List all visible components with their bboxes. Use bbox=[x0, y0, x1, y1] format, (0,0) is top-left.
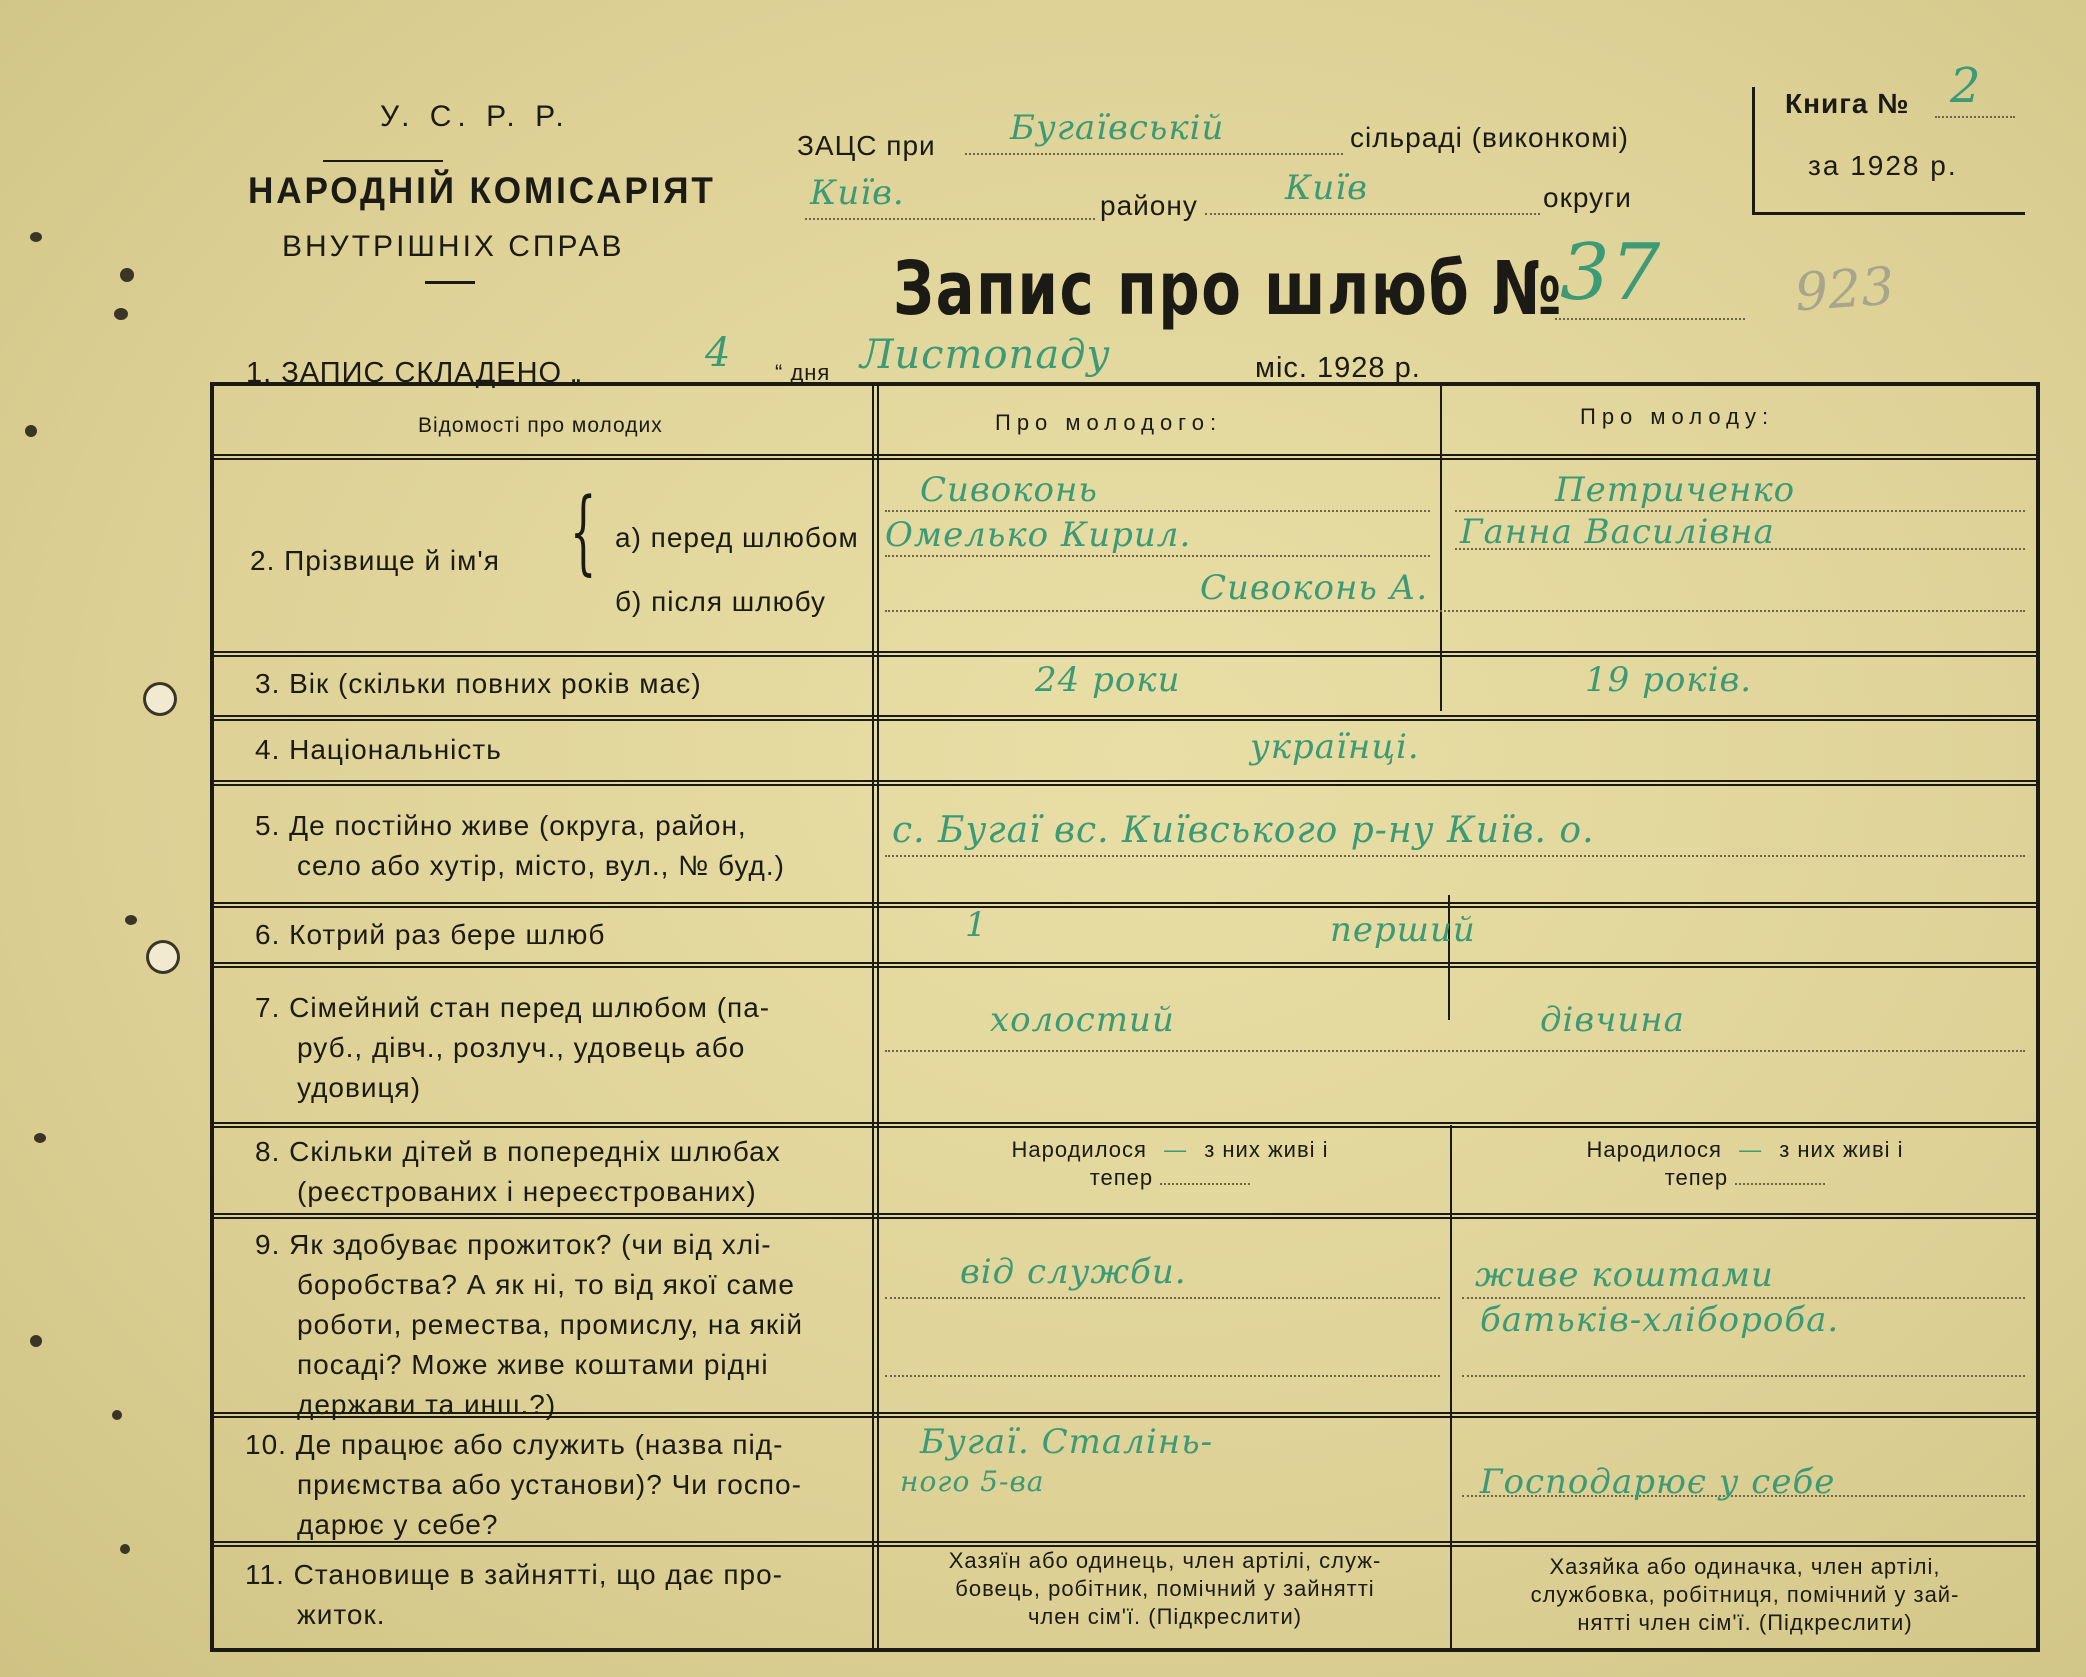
column-header-info: Відомості про молодих bbox=[418, 414, 663, 437]
row-label-livelihood-line: 9. Як здобуває прожиток? (чи від хлі- bbox=[255, 1229, 772, 1260]
row-label-livelihood-line: роботи, ремества, промислу, на якій bbox=[297, 1309, 804, 1340]
groom-occupation-line: Хазяїн або одинець, член артілі, служ- bbox=[948, 1548, 1382, 1573]
dotted-line bbox=[885, 855, 2025, 857]
archive-number-stamp: 923 bbox=[1793, 256, 1897, 324]
record-day-suffix: “ дня bbox=[775, 360, 831, 385]
nationality-handwriting: українці. bbox=[1250, 727, 1420, 767]
paper-hole bbox=[114, 308, 128, 320]
row-label-before-marriage: а) перед шлюбом bbox=[615, 522, 859, 553]
book-label: Книга № bbox=[1785, 88, 1910, 119]
bride-age-handwriting: 19 років. bbox=[1585, 660, 1753, 700]
dotted-line bbox=[885, 1050, 2025, 1052]
dotted-line bbox=[805, 218, 1095, 220]
groom-age-handwriting: 24 роки bbox=[1035, 660, 1181, 700]
row-label-marital-line: руб., дівч., розлуч., удовець або bbox=[297, 1032, 746, 1063]
village-council-handwriting: Бугаївській bbox=[1010, 108, 1225, 148]
dotted-line bbox=[885, 1297, 1440, 1299]
bride-name-handwriting: Ганна Василівна bbox=[1460, 512, 1775, 552]
now-label: тепер bbox=[1089, 1165, 1154, 1190]
groom-occupation-line: член сім'ї. (Підкреслити) bbox=[1027, 1604, 1303, 1629]
paper-hole bbox=[143, 682, 177, 716]
groom-born-handwriting: — bbox=[1164, 1137, 1188, 1162]
bride-children-cell bbox=[1460, 1136, 2030, 1192]
bride-occupation-line: Хазяйка або одиначка, член артілі, bbox=[1549, 1554, 1941, 1579]
bride-occupation-line: службовка, робітниця, помічний у зай- bbox=[1530, 1582, 1960, 1607]
bride-workplace-handwriting: Господарює у себе bbox=[1480, 1462, 1836, 1502]
district-label: району bbox=[1100, 190, 1198, 221]
groom-surname-handwriting: Сивоконь bbox=[920, 470, 1098, 510]
row-divider bbox=[210, 962, 2040, 968]
column-divider bbox=[1450, 1125, 1452, 1648]
column-header-groom: Про молодого: bbox=[995, 410, 1223, 435]
row-label-marital-line: 7. Сімейний стан перед шлюбом (па- bbox=[255, 992, 771, 1023]
okrug-label: округи bbox=[1543, 182, 1632, 213]
book-number-handwriting: 2 bbox=[1950, 58, 1982, 114]
dotted-line bbox=[885, 610, 2025, 612]
brace: { bbox=[570, 478, 597, 585]
surname-after-handwriting: Сивоконь А. bbox=[1200, 568, 1429, 608]
row-label-livelihood bbox=[255, 1225, 865, 1425]
groom-occupation-options bbox=[885, 1547, 1445, 1631]
zags-prefix: ЗАЦС при bbox=[797, 130, 936, 161]
bride-livelihood-handwriting: живе коштами bbox=[1475, 1255, 1774, 1295]
row-label-workplace-line: 10. Де працює або служить (назва під- bbox=[245, 1429, 784, 1460]
bride-occupation-line: нятті член сім'ї. (Підкреслити) bbox=[1577, 1610, 1913, 1635]
bride-occupation-options bbox=[1460, 1553, 2030, 1637]
village-council-label: сільраді (виконкомі) bbox=[1350, 122, 1629, 153]
ussr-label: У. С. Р. Р. bbox=[380, 100, 570, 133]
paper-hole bbox=[34, 1133, 46, 1143]
groom-livelihood-handwriting: від служби. bbox=[960, 1252, 1187, 1292]
record-day-handwriting: 4 bbox=[705, 330, 732, 376]
paper-hole bbox=[30, 1335, 42, 1347]
paper-hole bbox=[120, 268, 134, 282]
bride-born-handwriting: — bbox=[1739, 1137, 1763, 1162]
groom-name-handwriting: Омелько Кирил. bbox=[885, 515, 1192, 555]
document-title: Запис про шлюб № bbox=[893, 246, 1564, 332]
groom-workplace-handwriting: Бугаї. Сталінь- bbox=[920, 1422, 1214, 1462]
paper-hole bbox=[25, 425, 37, 437]
row-divider bbox=[210, 651, 2040, 657]
okrug-handwriting: Київ bbox=[1285, 168, 1368, 208]
row-label-occupation-line: житок. bbox=[297, 1599, 386, 1630]
book-year: за 1928 р. bbox=[1808, 150, 1958, 181]
row-label-livelihood-line: боробства? А як ні, то від якої саме bbox=[297, 1269, 795, 1300]
row-label-workplace-line: приємства або установи)? Чи госпо- bbox=[297, 1469, 802, 1500]
dotted-line bbox=[1935, 116, 2015, 118]
row-divider bbox=[210, 454, 2040, 460]
row-label-children-line: 8. Скільки дітей в попередніх шлюбах bbox=[255, 1136, 781, 1167]
groom-occupation-line: бовець, робітник, помічний у зайнятті bbox=[955, 1576, 1375, 1601]
row-label-nationality: 4. Національність bbox=[255, 734, 502, 765]
divider bbox=[425, 281, 475, 284]
dotted-line bbox=[885, 1375, 1440, 1377]
paper-hole bbox=[120, 1544, 130, 1554]
internal-affairs-label: ВНУТРІШНІХ СПРАВ bbox=[282, 230, 625, 263]
alive-label: з них живі і bbox=[1204, 1137, 1329, 1162]
bride-surname-handwriting: Петриченко bbox=[1555, 470, 1796, 510]
row-label-livelihood-line: держави та инш.?) bbox=[297, 1389, 557, 1420]
row-label-marital-status bbox=[255, 988, 865, 1108]
paper-hole bbox=[125, 915, 137, 925]
bride-livelihood-handwriting: батьків-хлібороба. bbox=[1480, 1300, 1840, 1340]
alive-label: з них живі і bbox=[1779, 1137, 1904, 1162]
born-label: Народилося bbox=[1011, 1137, 1147, 1162]
row-label-after-marriage: б) після шлюбу bbox=[615, 586, 827, 617]
dotted-line bbox=[1555, 318, 1745, 320]
row-label-name: 2. Прізвище й ім'я bbox=[250, 545, 500, 576]
row-label-age: 3. Вік (скільки повних років має) bbox=[255, 668, 702, 699]
row-label-residence-line: село або хутір, місто, вул., № буд.) bbox=[297, 850, 785, 881]
record-number-handwriting: 37 bbox=[1560, 228, 1662, 318]
dotted-line bbox=[885, 510, 1430, 512]
paper-hole bbox=[30, 232, 42, 242]
row-divider bbox=[210, 1122, 2040, 1128]
row-label-residence bbox=[255, 806, 785, 886]
row-label-occupation-status bbox=[245, 1555, 783, 1635]
column-header-bride: Про молоду: bbox=[1580, 404, 1775, 429]
paper-hole bbox=[112, 1410, 122, 1420]
groom-workplace-handwriting: ного 5-ва bbox=[900, 1465, 1045, 1498]
dotted-line bbox=[1462, 1375, 2025, 1377]
dotted-line bbox=[965, 153, 1343, 155]
dotted-line bbox=[1462, 1297, 2025, 1299]
column-divider bbox=[872, 386, 879, 1648]
groom-children-cell bbox=[900, 1136, 1440, 1192]
column-divider bbox=[1440, 386, 1442, 711]
row-divider bbox=[210, 902, 2040, 908]
row-label-marriage-count: 6. Котрий раз бере шлюб bbox=[255, 919, 606, 950]
row-label-workplace bbox=[245, 1425, 865, 1545]
dotted-line bbox=[885, 555, 1430, 557]
row-label-livelihood-line: посаді? Може живе коштами рідні bbox=[297, 1349, 769, 1380]
district-handwriting: Київ. bbox=[810, 173, 905, 213]
row-divider bbox=[210, 780, 2040, 786]
row-label-workplace-line: дарює у себе? bbox=[297, 1509, 499, 1540]
record-month-handwriting: Листопаду bbox=[860, 332, 1111, 378]
record-date-prefix: 1. ЗАПИС СКЛАДЕНО „ bbox=[246, 357, 582, 389]
row-divider bbox=[210, 1213, 2040, 1219]
bride-marriage-count-handwriting: перший bbox=[1330, 910, 1476, 950]
now-label: тепер bbox=[1664, 1165, 1729, 1190]
record-month-suffix: міс. 1928 р. bbox=[1255, 352, 1421, 384]
row-label-occupation-line: 11. Становище в зайнятті, що дає про- bbox=[245, 1559, 783, 1590]
row-divider bbox=[210, 715, 2040, 721]
row-label-residence-line: 5. Де постійно живе (округа, район, bbox=[255, 810, 747, 841]
row-label-children-line: (реєстрованих і нереєстрованих) bbox=[297, 1176, 757, 1207]
groom-marital-handwriting: холостий bbox=[990, 1000, 1175, 1040]
commissariat-title: НАРОДНІЙ КОМІСАРІЯТ bbox=[248, 170, 716, 211]
groom-marriage-count-handwriting: 1 bbox=[965, 905, 988, 945]
row-label-marital-line: удовиця) bbox=[297, 1072, 422, 1103]
dotted-line bbox=[1205, 213, 1540, 215]
residence-handwriting: с. Бугаї вс. Київського р-ну Київ. о. bbox=[892, 810, 1595, 851]
row-label-children bbox=[255, 1132, 781, 1212]
bride-marital-handwriting: дівчина bbox=[1540, 1000, 1685, 1040]
paper-hole bbox=[146, 940, 180, 974]
born-label: Народилося bbox=[1586, 1137, 1722, 1162]
divider bbox=[323, 160, 443, 162]
